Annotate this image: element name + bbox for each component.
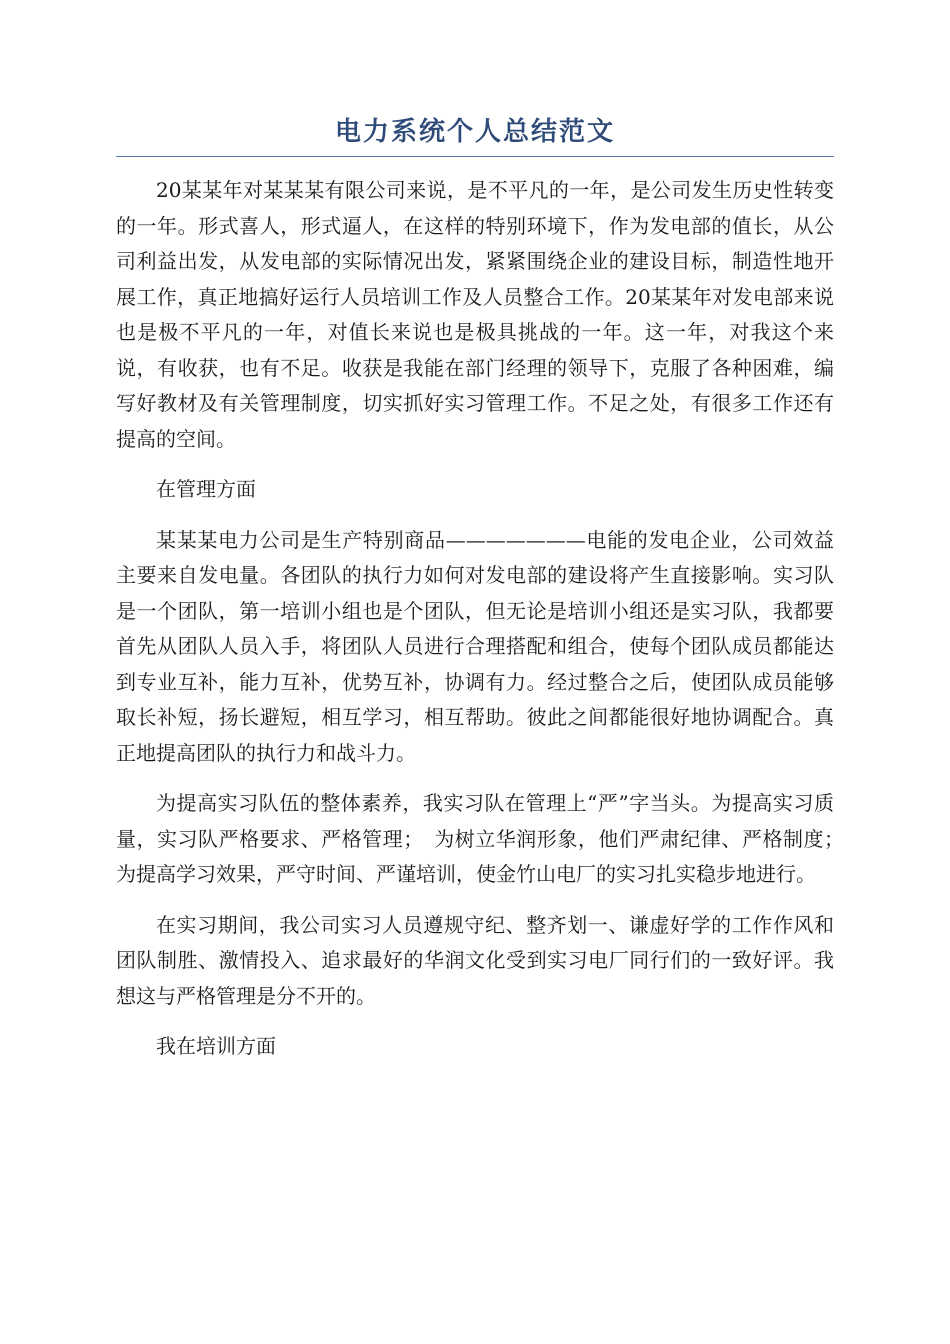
title-underline — [116, 156, 834, 157]
body-paragraph-internship: 在实习期间，我公司实习人员遵规守纪、整齐划一、谦虚好学的工作作风和团队制胜、激情投入、追求最好的华润文化受到实习电厂同行们的一致好评。我想这与严格管理是分不开的。 — [116, 912, 834, 1008]
body-paragraph-strict: 为提高实习队伍的整体素养，我实习队在管理上“严”字当头。为提高实习质量，实习队严格要求、严格管理； 为树立华润形象，他们严肃纪律、严格制度； 为提高学习效果，严守时间、严谨培训，使金竹山电厂的实习扎实稳步地进行。 — [116, 791, 854, 886]
document-page — [116, 112, 854, 1080]
section-heading-training: 我在培训方面 — [156, 1034, 276, 1058]
body-paragraph-team: 某某某电力公司是生产特别商品———————电能的发电企业，公司效益主要来自发电量。各团队的执行力如何对发电部的建设将产生直接影响。实习队是一个团队，第一培训小组也是个团队，但无论是培训小组还是实习队，我都要首先从团队人员入手，将团队人员进行合理搭配和组合，使每个团队成员都能达到专业互补，能力互补，优势互补，协调有力。经过整合之后，使团队成员能够取长补短，扬长避短，相互学习，相互帮助。彼此之间都能很好地协调配合。真正地提高团队的执行力和战斗力。 — [116, 527, 834, 765]
body-paragraph-intro: 20某某年对某某某有限公司来说，是不平凡的一年，是公司发生历史性转变的一年。形式喜人，形式逼人，在这样的特别环境下，作为发电部的值长，从公司利益出发，从发电部的实际情况出发，紧紧围绕企业的建设目标，制造性地开展工作，真正地搞好运行人员培训工作及人员整合工作。20某某年对发电部来说也是极不平凡的一年，对值长来说也是极具挑战的一年。这一年，对我这个来说，有收获，也有不足。收获是我能在部门经理的领导下，克服了各种困难，编写好教材及有关管理制度，切实抓好实习管理工作。不足之处，有很多工作还有提高的空间。 — [116, 178, 834, 451]
section-heading-management: 在管理方面 — [156, 477, 256, 501]
document-title: 电力系统个人总结范文 — [334, 117, 615, 147]
